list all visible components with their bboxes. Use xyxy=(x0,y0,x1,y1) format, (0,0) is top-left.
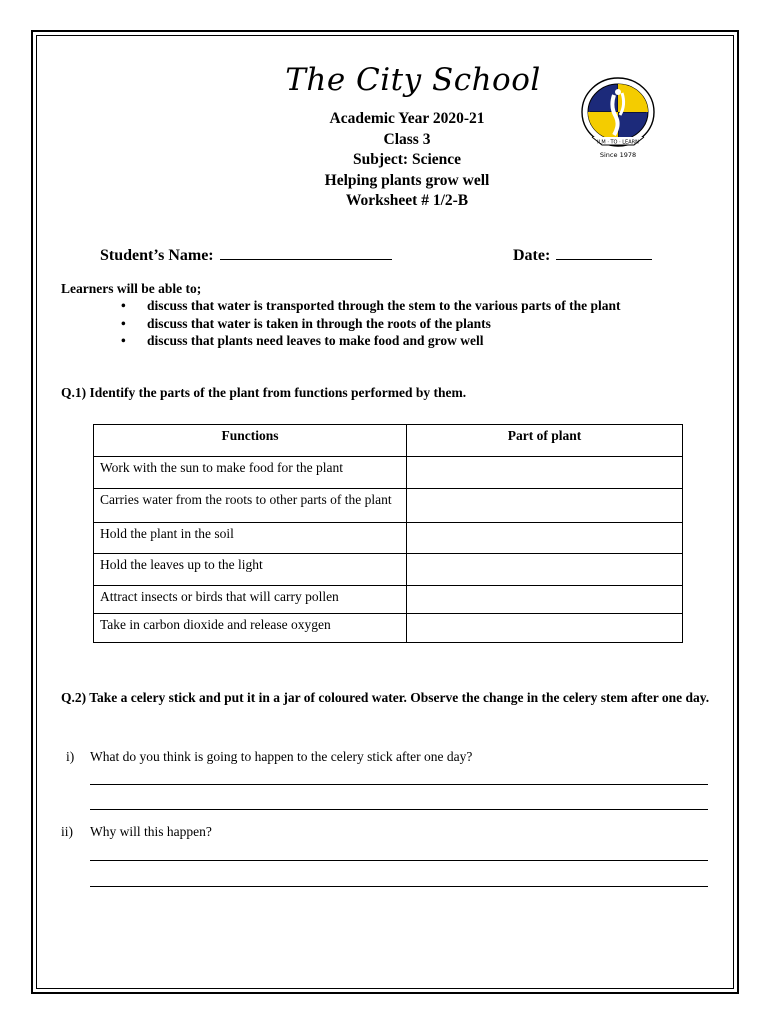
table-row xyxy=(94,614,683,643)
bullet-icon: • xyxy=(121,298,126,313)
answer-line[interactable] xyxy=(90,784,708,785)
academic-year: Academic Year 2020-21 xyxy=(329,110,485,127)
school-name: The City School xyxy=(285,62,541,98)
answer-cell[interactable] xyxy=(407,614,683,643)
question-2: Q.2) Take a celery stick and put it in a jar of coloured water. Observe the change in the celery stem after one day. xyxy=(61,690,710,705)
table-row xyxy=(94,457,683,489)
answer-line[interactable] xyxy=(90,860,708,861)
table-row xyxy=(94,523,683,554)
table-row xyxy=(94,554,683,586)
header-functions: Functions xyxy=(94,425,407,457)
date-label: Date: xyxy=(513,247,551,264)
subject-label: Subject: Science xyxy=(352,151,462,168)
question-1: Q.1) Identify the parts of the plant from functions performed by them. xyxy=(61,385,467,400)
objective-item: • discuss that water is taken in through the roots of the plants xyxy=(121,315,491,331)
logo-motto: ILM · TO · LEARN xyxy=(597,139,639,146)
bullet-icon: • xyxy=(121,333,126,348)
date-row xyxy=(513,245,652,265)
student-name-label: Student’s Name: xyxy=(100,247,214,264)
answer-cell[interactable] xyxy=(407,489,683,523)
answer-line[interactable] xyxy=(90,809,708,810)
table-row xyxy=(94,489,683,523)
table-row xyxy=(94,586,683,614)
answer-cell[interactable] xyxy=(407,586,683,614)
logo-caption: Since 1978 xyxy=(599,151,637,159)
worksheet-header xyxy=(257,109,557,212)
worksheet-number: Worksheet # 1/2-B xyxy=(345,192,469,209)
function-cell: Hold the leaves up to the light xyxy=(94,554,407,586)
student-name-blank[interactable] xyxy=(220,245,392,260)
student-name-row xyxy=(100,245,392,265)
learners-title: Learners will be able to; xyxy=(61,281,202,296)
sub-question-number: ii) xyxy=(61,824,73,839)
header-part-of-plant: Part of plant xyxy=(407,425,683,457)
objective-item: • discuss that plants need leaves to make food and grow well xyxy=(121,333,484,348)
function-cell: Attract insects or birds that will carry pollen xyxy=(94,586,407,614)
sub-question-number: i) xyxy=(66,749,75,764)
answer-cell[interactable] xyxy=(407,554,683,586)
answer-cell[interactable] xyxy=(407,457,683,489)
function-cell: Hold the plant in the soil xyxy=(94,523,407,554)
sub-question-text: Why will this happen? xyxy=(90,824,212,839)
table-header-row xyxy=(94,425,683,457)
school-logo xyxy=(576,75,660,165)
sub-question-text: What do you think is going to happen to the celery stick after one day? xyxy=(90,749,473,764)
topic-title: Helping plants grow well xyxy=(324,171,490,189)
function-cell: Carries water from the roots to other parts of the plant xyxy=(94,489,407,523)
plant-parts-table xyxy=(93,424,683,643)
objective-item: • discuss that water is transported through the stem to the various parts of the plant xyxy=(121,298,621,313)
objectives-list xyxy=(118,298,621,351)
answer-cell[interactable] xyxy=(407,523,683,554)
function-cell: Take in carbon dioxide and release oxygen xyxy=(94,614,407,643)
answer-line[interactable] xyxy=(90,886,708,887)
bullet-icon: • xyxy=(121,315,126,331)
function-cell: Work with the sun to make food for the plant xyxy=(94,457,407,489)
date-blank[interactable] xyxy=(556,245,652,260)
class-label: Class 3 xyxy=(383,130,431,148)
